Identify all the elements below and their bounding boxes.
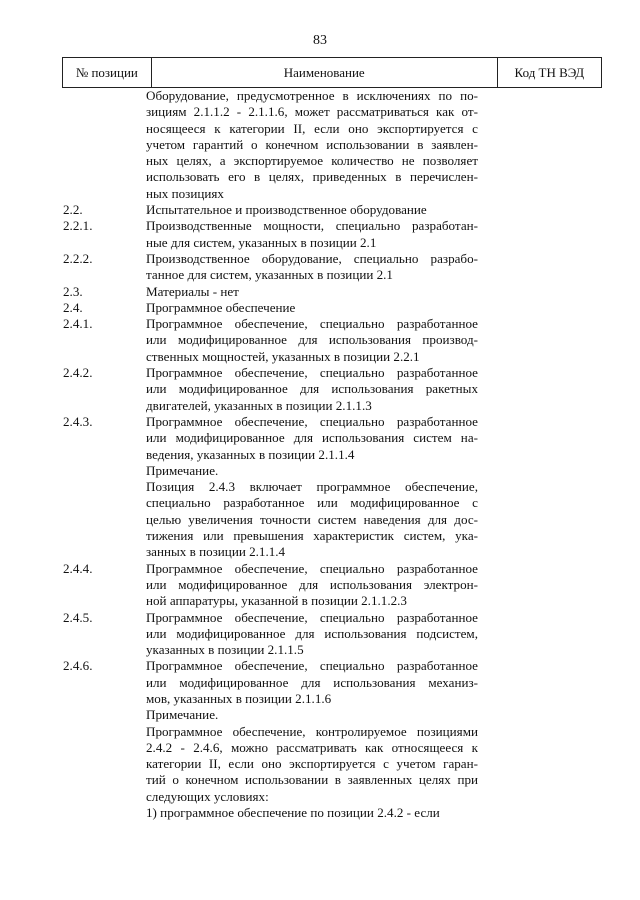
table-row	[62, 88, 492, 202]
text-line: ведения, указанных в позиции 2.1.1.4	[146, 446, 355, 462]
item-description	[146, 479, 478, 560]
table-row	[62, 658, 492, 707]
document-body	[62, 88, 492, 821]
position-number	[62, 707, 146, 723]
table-row	[62, 463, 492, 479]
text-line: Оборудование, предусмотренное в исключениях по по-	[146, 88, 478, 103]
item-description	[146, 610, 478, 659]
text-line: Производственные мощности, специально разработан-	[146, 218, 478, 234]
text-line: Производственное оборудование, специально разрабо-	[146, 250, 478, 266]
page-number: 83	[313, 33, 327, 48]
text-line: Примечание.	[146, 707, 219, 723]
text-line: ственных мощностей, указанных в позиции 2.2.1	[146, 348, 420, 364]
item-description	[146, 251, 478, 284]
position-number: 2.4.4.	[63, 560, 93, 576]
position-number: 2.4.1.	[63, 316, 93, 332]
table-row	[62, 251, 492, 284]
position-number	[62, 88, 146, 202]
table-row	[62, 365, 492, 414]
position-number: 2.3.	[63, 283, 83, 299]
table-row	[62, 610, 492, 659]
text-line: Программное обеспечение, специально разработанное	[146, 365, 478, 381]
position-number: 2.2.1.	[63, 218, 93, 234]
text-line: ных позициях	[146, 185, 224, 201]
position-number: 2.4.5.	[63, 609, 93, 625]
text-line: тий о конечном использовании в заявленных целях при	[146, 772, 478, 788]
text-line: Материалы - нет	[146, 283, 239, 299]
table-row	[62, 561, 492, 610]
text-line: или модифицированное для использования систем на-	[146, 430, 478, 446]
text-line: Программное обеспечение	[146, 299, 296, 315]
text-line: танное для систем, указанных в позиции 2.1	[146, 267, 393, 283]
table-row	[62, 805, 492, 821]
position-number: 2.4.	[63, 299, 83, 315]
header-code: Код ТН ВЭД	[497, 58, 601, 88]
text-line: ной аппаратуры, указанной в позиции 2.1.1.2.3	[146, 593, 407, 609]
item-description	[146, 365, 478, 414]
table-row	[62, 414, 492, 463]
text-line: зициям 2.1.1.2 - 2.1.1.6, может рассматриваться как от-	[146, 104, 478, 120]
text-line: ные для систем, указанных в позиции 2.1	[146, 234, 377, 250]
text-line: Позиция 2.4.3 включает программное обеспечение,	[146, 479, 478, 495]
text-line: Программное обеспечение, специально разработанное	[146, 658, 478, 674]
text-line: специально разработанное или модифицированное с	[146, 495, 478, 511]
position-number	[62, 724, 146, 805]
text-line: указанных в позиции 2.1.1.5	[146, 642, 304, 658]
text-line: или модифицированное для использования ракетных	[146, 381, 478, 397]
text-line: целью увеличения точности систем наведения для дос-	[146, 511, 478, 527]
text-line: носящееся к категории II, если оно экспортируется с	[146, 120, 478, 136]
header-position: № позиции	[63, 58, 152, 88]
item-description	[146, 463, 478, 479]
table-row	[62, 284, 492, 300]
text-line: или модифицированное для использования подсистем,	[146, 625, 478, 641]
text-line: Программное обеспечение, специально разработанное	[146, 413, 478, 429]
table-row	[62, 218, 492, 251]
text-line: 1) программное обеспечение по позиции 2.4.2 - если	[146, 805, 440, 821]
text-line: занных в позиции 2.1.1.4	[146, 544, 286, 560]
text-line: Программное обеспечение, специально разработанное	[146, 316, 478, 332]
item-description	[146, 202, 478, 218]
text-line: Примечание.	[146, 462, 219, 478]
text-line: двигателей, указанных в позиции 2.1.1.3	[146, 397, 372, 413]
item-description	[146, 316, 478, 365]
position-number: 2.4.6.	[63, 658, 93, 674]
position-number: 2.4.3.	[63, 413, 93, 429]
table-row	[62, 316, 492, 365]
position-number: 2.2.2.	[63, 250, 93, 266]
text-line: или модифицированное для использования механиз-	[146, 674, 478, 690]
position-number	[62, 463, 146, 479]
item-description	[146, 724, 478, 805]
table-row	[62, 300, 492, 316]
table-row	[62, 707, 492, 723]
position-number	[62, 479, 146, 560]
item-description	[146, 658, 478, 707]
item-description	[146, 284, 478, 300]
text-line: категории II, если оно экспортируется с учетом гаран-	[146, 756, 478, 772]
text-line: или модифицированное для использования электрон-	[146, 576, 478, 592]
item-description	[146, 300, 478, 316]
header-name: Наименование	[151, 58, 497, 88]
position-number: 2.4.2.	[63, 365, 93, 381]
text-line: ных целях, а экспортируемое количество не позволяет	[146, 153, 478, 169]
text-line: Испытательное и производственное оборудование	[146, 202, 427, 218]
position-number: 2.2.	[63, 202, 83, 218]
text-line: 2.4.2 - 2.4.6, можно рассматривать как относящееся к	[146, 739, 478, 755]
item-description	[146, 561, 478, 610]
text-line: мов, указанных в позиции 2.1.1.6	[146, 690, 332, 706]
table-row	[62, 479, 492, 560]
text-line: учетом гарантий о конечном использовании в заявлен-	[146, 136, 478, 152]
table-row	[62, 724, 492, 805]
item-description	[146, 707, 478, 723]
table-row	[62, 202, 492, 218]
item-description	[146, 218, 478, 251]
text-line: использовать его в целях, приведенных в перечислен-	[146, 169, 478, 185]
text-line: тижения или превышения характеристик систем, ука-	[146, 528, 478, 544]
item-description	[146, 805, 478, 821]
item-description	[146, 88, 478, 202]
table-header	[62, 57, 602, 88]
text-line: Программное обеспечение, специально разработанное	[146, 560, 478, 576]
item-description	[146, 414, 478, 463]
text-line: Программное обеспечение, контролируемое позициями	[146, 723, 478, 739]
text-line: следующих условиях:	[146, 788, 269, 804]
text-line: или модифицированное для использования производ-	[146, 332, 478, 348]
text-line: Программное обеспечение, специально разработанное	[146, 609, 478, 625]
position-number	[62, 805, 146, 821]
